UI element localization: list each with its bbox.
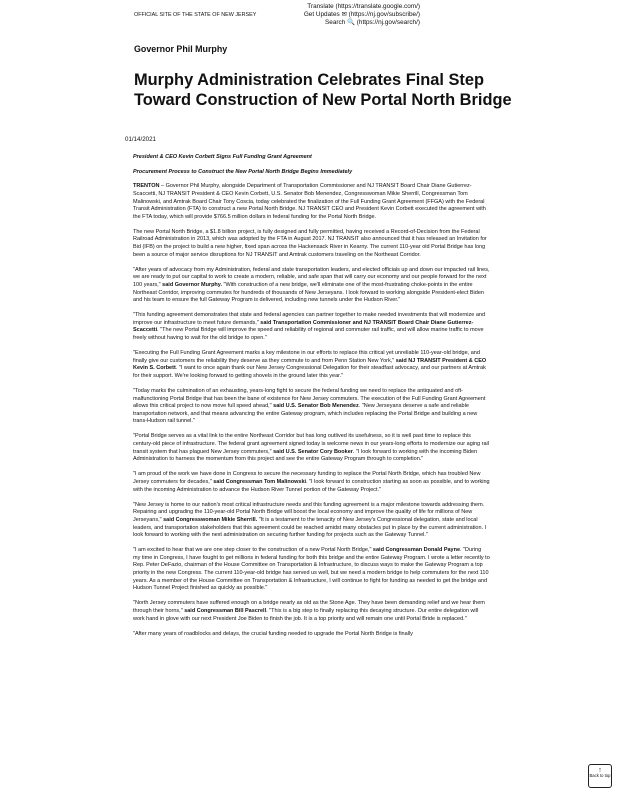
subheading: Procurement Process to Construct the New Portal North Bridge Begins Immediately — [133, 168, 353, 175]
governor-name[interactable]: Governor Phil Murphy — [134, 44, 228, 54]
quote-paragraph: "New Jersey is home to our nation's most critical infrastructure needs and this funding agreement is a major milestone towards addressing them. Repairing and upgrading the 110-year-old Portal North Bridge will boost the local economy and improve the quality of life for millions of New Jerseyans," said Congresswoman Mikie Sherrill. "It is a testament to the tenacity of New Jersey's Congressional delegation, state and local leaders, and transportation stakeholders that this agreement could be reached amidst many obstacles put in place by the current administration. I look forward to working with the next administration on securing further funding for projects such as the Gateway Tunnel." — [133, 501, 487, 539]
paragraph: TRENTON – Governor Phil Murphy, alongside Department of Transportation Commissioner and NJ TRANSIT Board Chair Diane Gutierrez-Scaccetti, NJ TRANSIT President & CEO Kevin Corbett, U.S. Senator Bob Menendez, Congresswoman Mikie Sherrill, Congressman Tom Malinowski, and Amtrak Board Chair Tony Coscia, today celebrated the finalization of the Full Funding Grant Agreement (FFGA) with the Federal Transit Administration (FTA) to construct a new Portal North Bridge. NJ TRANSIT CEO and President Kevin Corbett executed the agreement with the FTA today, which will provide $766.5 million dollars in federal funding for the Portal North Bridge. — [133, 183, 486, 220]
quote-paragraph: "Executing the Full Funding Grant Agreement marks a key milestone in our efforts to replace this critical yet unreliable 110-year-old bridge, and finally give our customers the reliability they deserve as they commute to and from Penn Station New York," said NJ TRANSIT President & CEO Kevin S. Corbett. "I want to once again thank our New Jersey Congressional Delegation for their steadfast advocacy, and our partners at Amtrak for their support. We're looking forward to getting shovels in the ground later this year." — [133, 350, 487, 379]
quote-paragraph: "I am excited to hear that we are one step closer to the construction of a new Portal North Bridge," said Congressman Donald Payne. "During my time in Congress, I have fought to get millions in federal funding for both this bridge and the entire Gateway Program. I wrote a letter recently to Rep. Peter DeFazio, chairman of the House Committee on Transportation & Infrastructure, to discuss ways to make the Gateway Program a top priority in the new Congress. The current 110-year-old bridge has served us well, but we need a modern bridge to help commuters for the next 110 years. As a member of the House Committee on Transportation & Infrastructure, I will continue to fight for funding as needed to get the bridge and Hudson Tunnel Project finished as quickly as possible." — [133, 547, 490, 592]
quote-attribution: said NJ TRANSIT President & CEO Kevin S. Corbett — [133, 357, 487, 372]
paragraph: "After many years of roadblocks and delays, the crucial funding needed to upgrade the Portal North Bridge is finally — [133, 630, 413, 637]
article-body — [133, 154, 490, 646]
search-link[interactable]: Search 🔍 (https://nj.gov/search/) — [325, 19, 420, 27]
get-updates-link[interactable]: Get Updates ✉ (https://nj.gov/subscribe/) — [303, 11, 420, 19]
back-to-top-button[interactable] — [588, 764, 612, 788]
quote-paragraph: "I am proud of the work we have done in Congress to secure the necessary funding to replace the Portal North Bridge, which has troubled New Jersey commuters for decades," said Congressman Tom Malinowski. "I look forward to construction starting as soon as possible, and to working with the incoming Administration to advance the Hudson River Tunnel portion of the Gateway Project." — [133, 471, 490, 493]
quote-paragraph: "This funding agreement demonstrates that state and federal agencies can partner together to make needed investments that will modernize and improve our infrastructure to meet future demands," said Transportation Commissioner and NJ TRANSIT Board Chair Diane Gutierrez-Scaccetti. "The new Portal Bridge will improve the speed and reliability of regional and commuter rail traffic, and will allow marine traffic to move freely without having to wait for the old bridge to open." — [133, 312, 486, 342]
quote-paragraph: "North Jersey commuters have suffered enough on a bridge nearly as old as the Stone Age. They have been demanding relief and we hear them through their horns," said Congressman Bill Pascrell. "This is a big step to finally replacing this decaying structure. Our entire delegation will work hand in glove with our next President Joe Biden to finish the job. It is a top priority and will remain one until Portal Bride is replaced." — [133, 600, 485, 622]
paragraph: The new Portal North Bridge, a $1.8 billion project, is fully designed and fully permitted, having received a Record-of-Decision from the Federal Railroad Administration in 2013, which was adopted by the FTA in August 2017. NJ TRANSIT also announced that it has released an Invitation for Bid (IFB) on the project to build a new higher, fixed span across the Hackensack River in Kearny. The current 110-year old Portal Bridge has long been a source of major service disruptions for NJ TRANSIT and Amtrak customers traveling on the Northeast Corridor. — [133, 228, 487, 258]
quote-paragraph: "Today marks the culmination of an exhausting, years-long fight to secure the federal funding we need to replace the antiquated and oft-malfunctioning Portal Bridge that has been the bane of existence for New Jersey commuters. The execution of the Full Funding Grant Agreement allows this critical project to now move full speed ahead," said U.S. Senator Bob Menendez. "New Jerseyans deserve a safe and reliable transportation network, and that means advancing the entire Gateway program, which includes replacing the Portal Bridge and building a new trans-Hudson rail tunnel." — [133, 387, 486, 425]
arrow-up-icon: ↑ — [598, 767, 602, 774]
site-header — [0, 0, 618, 40]
utility-links — [304, 3, 420, 28]
quote-attribution: said Congressman Bill Pascrell — [184, 607, 267, 614]
release-date: 01/14/2021 — [125, 136, 156, 143]
subheading: President & CEO Kevin Corbett Signs Full Funding Grant Agreement — [133, 154, 312, 160]
quote-attribution: said U.S. Senator Bob Menendez — [273, 403, 359, 410]
quote-attribution: said Congressman Tom Malinowski — [213, 478, 307, 485]
quote-attribution: said Congresswoman Mikie Sherrill. — [163, 516, 258, 523]
quote-attribution: said Transportation Commissioner and NJ TRANSIT Board Chair Diane Gutierrez-Scaccetti — [133, 319, 474, 334]
official-site-label: OFFICIAL SITE OF THE STATE OF NEW JERSEY — [134, 12, 257, 18]
page-title: Murphy Administration Celebrates Final Step Toward Construction of New Portal North Bridge — [134, 71, 512, 109]
back-to-top-label: Back to top — [589, 773, 611, 778]
dateline: TRENTON — [133, 183, 160, 190]
quote-attribution: said Congressman Donald Payne — [372, 547, 461, 554]
quote-attribution: said U.S. Senator Cory Booker — [273, 448, 353, 455]
translate-link[interactable]: Translate (https://translate.google.com/) — [307, 3, 420, 10]
quote-paragraph: "After years of advocacy from my Administration, federal and state transportation leaders, and elected officials up and down our impacted rail lines, we are ready to put our capital to work to create a modern, reliable, and safe span that will carry our economy and our people forward for the next 100 years," said Governor Murphy. "With construction of a new bridge, we'll eliminate one of the most-frustrating choke-points in the entire Northeast Corridor, improving commutes for hundreds of thousands of New Jerseyans. I look forward to working alongside President-elect Biden and his team to ensure the full Gateway Program is delivered, including new tunnels under the Hudson River." — [133, 266, 490, 304]
quote-paragraph: "Portal Bridge serves as a vital link to the entire Northeast Corridor but has long outlived its usefulness, so it is well past time to replace this century-old piece of infrastructure. The federal grant agreement signed today is welcome news in our years-long efforts to modernize our aging rail transit system that has plagued New Jersey commuters," said U.S. Senator Cory Booker. "I look forward to working with the incoming Biden Administration to harness the momentum from this project and see the entire Gateway Program through to completion." — [133, 433, 489, 463]
quote-attribution: said Governor Murphy. — [162, 281, 222, 288]
